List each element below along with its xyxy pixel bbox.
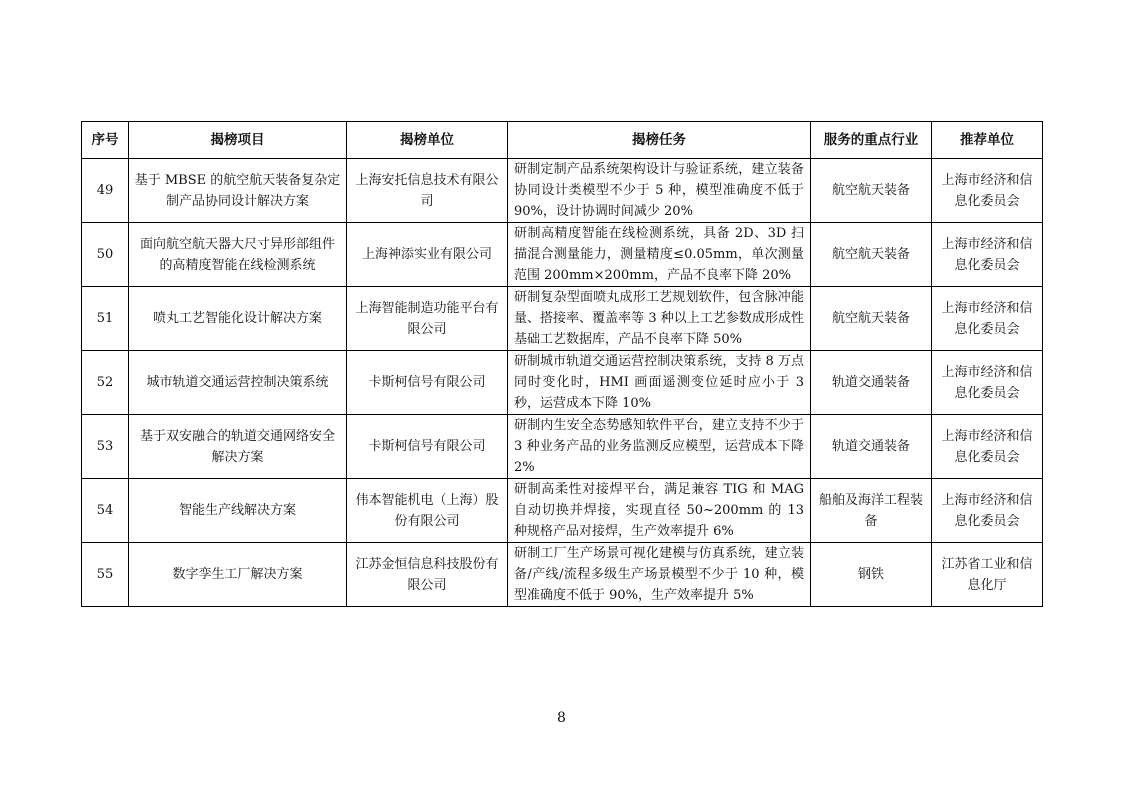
cell-task: 研制城市轨道交通运营控制决策系统，支持 8 万点同时变化时，HMI 画面遥测变位延时应小于 3 秒，运营成本下降 10% bbox=[508, 351, 811, 415]
cell-industry: 钢铁 bbox=[811, 543, 932, 607]
cell-serial-number: 49 bbox=[82, 159, 129, 223]
cell-recommender: 江苏省工业和信息化厅 bbox=[932, 543, 1043, 607]
header-project: 揭榜项目 bbox=[129, 122, 347, 159]
cell-unit: 卡斯柯信号有限公司 bbox=[347, 351, 508, 415]
table-header-row bbox=[82, 122, 1043, 159]
cell-project: 基于双安融合的轨道交通网络安全解决方案 bbox=[129, 415, 347, 479]
cell-recommender: 上海市经济和信息化委员会 bbox=[932, 479, 1043, 543]
cell-project: 面向航空航天器大尺寸异形部组件的高精度智能在线检测系统 bbox=[129, 223, 347, 287]
cell-unit: 上海安托信息技术有限公司 bbox=[347, 159, 508, 223]
cell-task: 研制定制产品系统架构设计与验证系统，建立装备协同设计类模型不少于 5 种，模型准确度不低于 90%，设计协调时间减少 20% bbox=[508, 159, 811, 223]
cell-recommender: 上海市经济和信息化委员会 bbox=[932, 287, 1043, 351]
cell-unit: 上海神添实业有限公司 bbox=[347, 223, 508, 287]
cell-industry: 轨道交通装备 bbox=[811, 415, 932, 479]
header-unit: 揭榜单位 bbox=[347, 122, 508, 159]
cell-recommender: 上海市经济和信息化委员会 bbox=[932, 159, 1043, 223]
cell-serial-number: 53 bbox=[82, 415, 129, 479]
cell-serial-number: 51 bbox=[82, 287, 129, 351]
cell-unit: 伟本智能机电（上海）股份有限公司 bbox=[347, 479, 508, 543]
cell-recommender: 上海市经济和信息化委员会 bbox=[932, 415, 1043, 479]
cell-task: 研制复杂型面喷丸成形工艺规划软件，包含脉冲能量、搭接率、覆盖率等 3 种以上工艺参数成形成性基础工艺数据库，产品不良率下降 50% bbox=[508, 287, 811, 351]
cell-industry: 船舶及海洋工程装备 bbox=[811, 479, 932, 543]
cell-task: 研制高精度智能在线检测系统，具备 2D、3D 扫描混合测量能力，测量精度≤0.05mm，单次测量范围 200mm×200mm，产品不良率下降 20% bbox=[508, 223, 811, 287]
page-number: 8 bbox=[557, 710, 566, 726]
table-row bbox=[82, 351, 1043, 415]
cell-project: 喷丸工艺智能化设计解决方案 bbox=[129, 287, 347, 351]
cell-recommender: 上海市经济和信息化委员会 bbox=[932, 351, 1043, 415]
cell-task: 研制内生安全态势感知软件平台，建立支持不少于 3 种业务产品的业务监测反应模型，运营成本下降 2% bbox=[508, 415, 811, 479]
cell-unit: 江苏金恒信息科技股份有限公司 bbox=[347, 543, 508, 607]
header-task: 揭榜任务 bbox=[508, 122, 811, 159]
cell-task: 研制工厂生产场景可视化建模与仿真系统，建立装备/产线/流程多级生产场景模型不少于 10 种，模型准确度不低于 90%，生产效率提升 5% bbox=[508, 543, 811, 607]
cell-serial-number: 52 bbox=[82, 351, 129, 415]
cell-project: 智能生产线解决方案 bbox=[129, 479, 347, 543]
cell-unit: 上海智能制造功能平台有限公司 bbox=[347, 287, 508, 351]
cell-industry: 航空航天装备 bbox=[811, 287, 932, 351]
header-serial-number: 序号 bbox=[82, 122, 129, 159]
table-row bbox=[82, 479, 1043, 543]
cell-serial-number: 54 bbox=[82, 479, 129, 543]
table-row bbox=[82, 543, 1043, 607]
cell-serial-number: 50 bbox=[82, 223, 129, 287]
cell-task: 研制高柔性对接焊平台，满足兼容 TIG 和 MAG 自动切换并焊接，实现直径 50~200mm 的 13 种规格产品对接焊，生产效率提升 6% bbox=[508, 479, 811, 543]
cell-industry: 航空航天装备 bbox=[811, 159, 932, 223]
cell-recommender: 上海市经济和信息化委员会 bbox=[932, 223, 1043, 287]
cell-industry: 轨道交通装备 bbox=[811, 351, 932, 415]
project-table bbox=[81, 121, 1043, 607]
table-row bbox=[82, 415, 1043, 479]
header-industry: 服务的重点行业 bbox=[811, 122, 932, 159]
cell-project: 基于 MBSE 的航空航天装备复杂定制产品协同设计解决方案 bbox=[129, 159, 347, 223]
cell-project: 城市轨道交通运营控制决策系统 bbox=[129, 351, 347, 415]
header-recommender: 推荐单位 bbox=[932, 122, 1043, 159]
cell-project: 数字孪生工厂解决方案 bbox=[129, 543, 347, 607]
table-row bbox=[82, 223, 1043, 287]
cell-serial-number: 55 bbox=[82, 543, 129, 607]
table-row bbox=[82, 159, 1043, 223]
table-row bbox=[82, 287, 1043, 351]
cell-unit: 卡斯柯信号有限公司 bbox=[347, 415, 508, 479]
cell-industry: 航空航天装备 bbox=[811, 223, 932, 287]
